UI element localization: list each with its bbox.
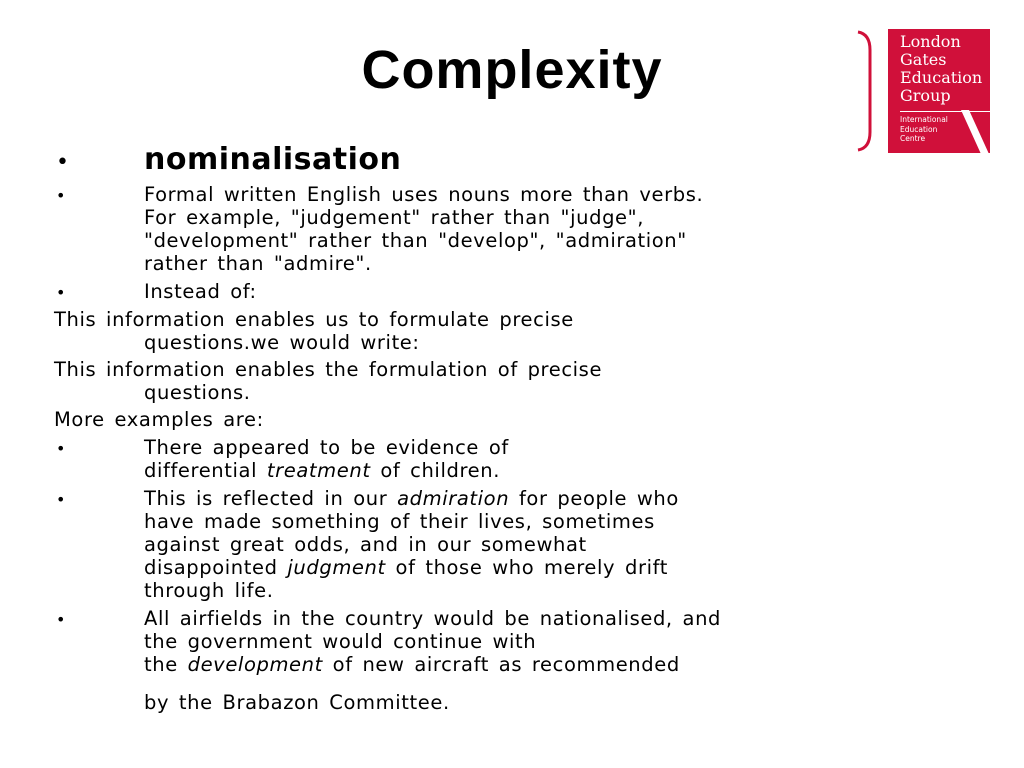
italic-term: admiration <box>397 487 510 510</box>
italic-term: judgment <box>287 556 386 579</box>
paragraph-line: rather than "admire". <box>144 252 372 275</box>
paragraph-line: "development" rather than "develop", "admiration" <box>144 229 687 252</box>
slide-title: Complexity <box>361 40 663 100</box>
text-span: of children. <box>370 459 500 482</box>
example-line: All airfields in the country would be nationalised, and <box>144 607 722 630</box>
bullet-marker: • <box>56 283 66 302</box>
text-span: This is reflected in our <box>144 487 398 510</box>
text-span: of new aircraft as recommended <box>322 653 680 676</box>
text-span: the <box>144 653 188 676</box>
example-line: have made something of their lives, sometimes <box>144 510 655 533</box>
logo-name: London Gates Education Group <box>900 32 983 105</box>
example-line <box>144 653 680 676</box>
example-line: against great odds, and in our somewhat <box>144 533 587 556</box>
example-line: through life. <box>144 579 274 602</box>
paragraph-line: More examples are: <box>54 408 264 431</box>
example-line: questions. <box>144 381 251 404</box>
text-span: for people who <box>509 487 679 510</box>
example-line: the government would continue with <box>144 630 537 653</box>
example-line: by the Brabazon Committee. <box>144 691 450 714</box>
italic-term: treatment <box>266 459 371 482</box>
example-line: This information enables us to formulate precise <box>54 308 574 331</box>
text-span: of those who merely drift <box>385 556 668 579</box>
section-heading: nominalisation <box>144 142 402 177</box>
bullet-marker: • <box>56 610 66 629</box>
paragraph-line: For example, "judgement" rather than "judge", <box>144 206 645 229</box>
bullet-marker: • <box>56 490 66 509</box>
paragraph-line: Formal written English uses nouns more than verbs. <box>144 183 704 206</box>
bullet-marker: • <box>56 150 69 175</box>
italic-term: development <box>187 653 323 676</box>
text-span: differential <box>144 459 267 482</box>
example-line: questions.we would write: <box>144 331 420 354</box>
bullet-marker: • <box>56 186 66 205</box>
example-line: There appeared to be evidence of <box>144 436 509 459</box>
example-line <box>144 487 679 510</box>
logo-subtitle: International Education Centre <box>900 115 948 143</box>
text-span: disappointed <box>144 556 288 579</box>
example-line: This information enables the formulation of precise <box>54 358 603 381</box>
paragraph-line: Instead of: <box>144 280 257 303</box>
bullet-marker: • <box>56 439 66 458</box>
example-line <box>144 556 668 579</box>
example-line <box>144 459 500 482</box>
